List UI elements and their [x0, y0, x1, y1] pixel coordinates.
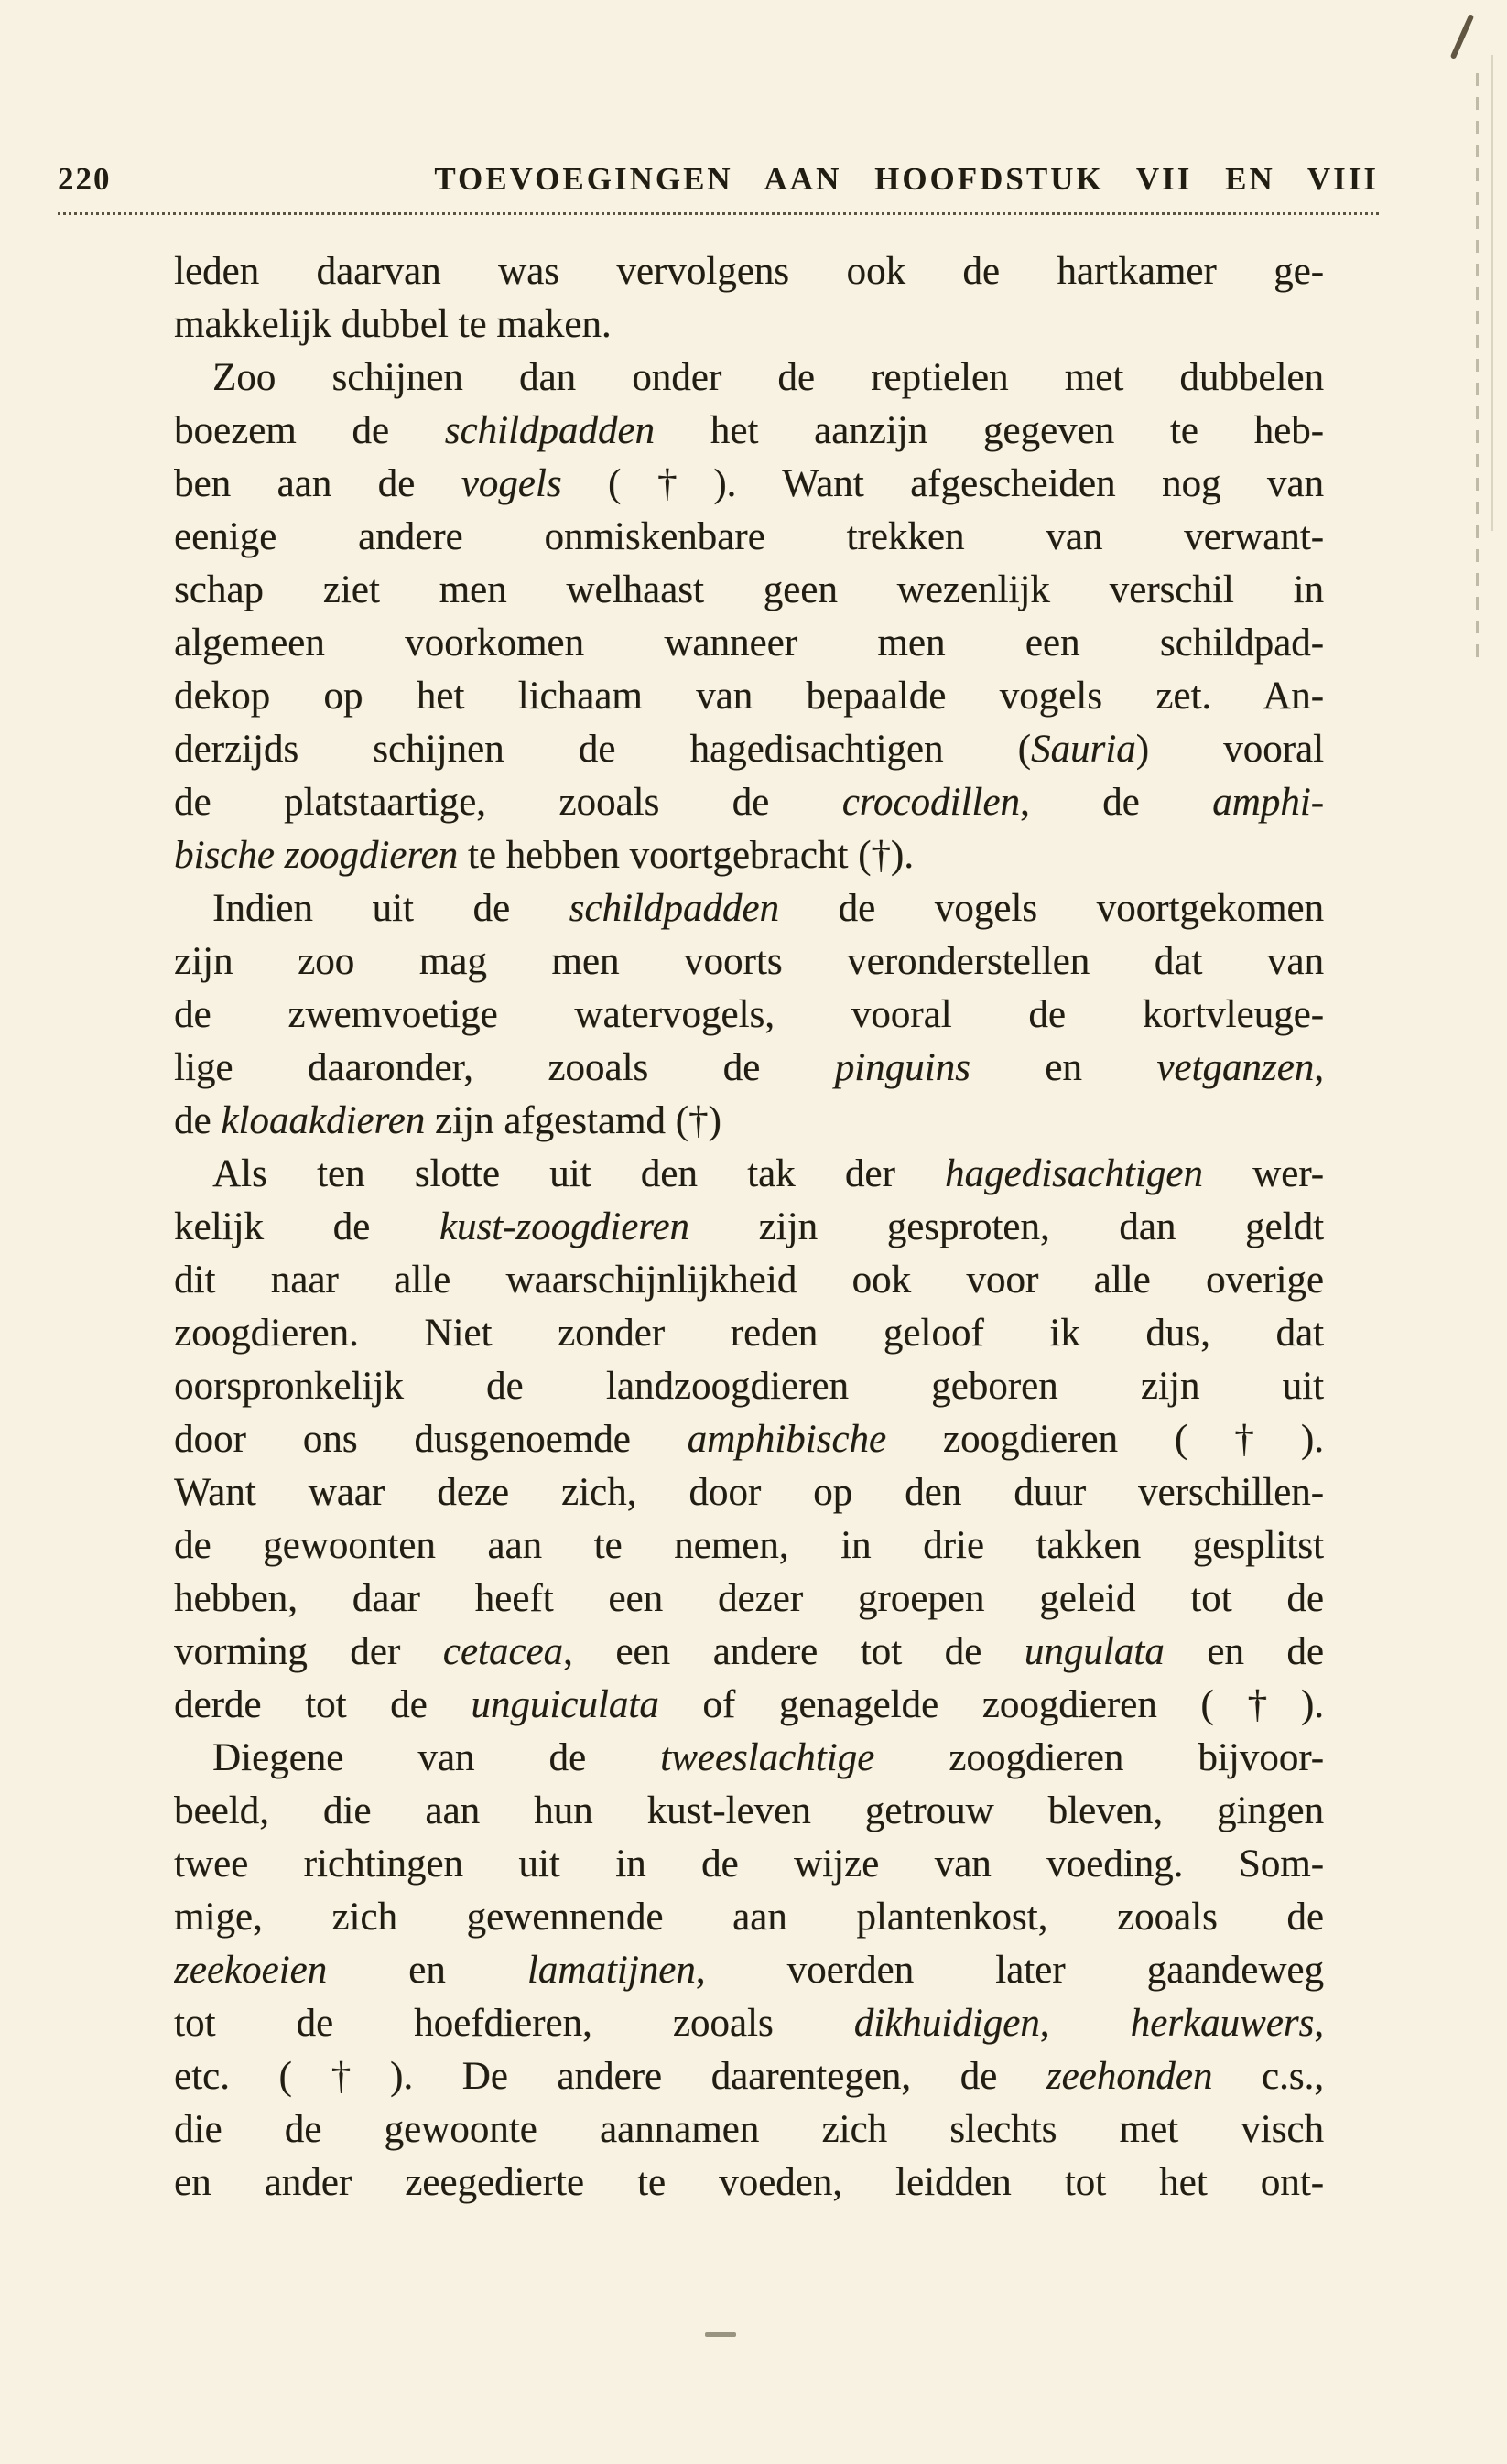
text-segment: oorspronkelijk de landzoogdieren geboren zijn uit [174, 1365, 1324, 1408]
text-line [174, 1519, 1324, 1572]
text-segment: amphibische [687, 1418, 887, 1461]
text-line [174, 1201, 1324, 1254]
text-segment: die de gewoonte aannamen zich slechts met visch [174, 2108, 1324, 2151]
text-line [174, 1148, 1324, 1201]
text-segment: pinguins [834, 1046, 970, 1089]
text-line [174, 2156, 1324, 2210]
text-segment: schildpadden [569, 887, 779, 930]
text-line [174, 1626, 1324, 1679]
text-segment: amphi- [1212, 781, 1324, 824]
text-line [174, 776, 1324, 829]
text-segment: Diegene van de [212, 1736, 661, 1779]
text-segment: vetganzen [1156, 1046, 1315, 1089]
text-segment: , de [1019, 781, 1213, 824]
scan-artifact-streak [1476, 73, 1479, 659]
text-line [174, 1042, 1324, 1095]
text-segment: , voerden later gaandeweg [695, 1949, 1324, 1992]
text-segment: schildpadden [444, 409, 656, 452]
text-segment: het aanzijn gegeven te heb- [655, 409, 1324, 452]
text-segment: schap ziet men welhaast geen wezenlijk verschil in [174, 568, 1324, 611]
text-segment: bische zoogdieren [174, 834, 459, 877]
text-line [174, 351, 1324, 405]
text-segment: de gewoonten aan te nemen, in drie takken gesplitst [174, 1524, 1324, 1567]
text-segment: crocodillen [841, 781, 1020, 824]
text-segment: en ander zeegedierte te voeden, leidden tot het ont- [174, 2161, 1324, 2204]
text-segment: dekop op het lichaam van bepaalde vogels zet. An- [174, 675, 1324, 718]
text-segment: vorming der [174, 1630, 443, 1673]
text-segment: de [174, 1099, 222, 1142]
text-segment: de zwemvoetige watervogels, vooral de kortvleuge- [174, 993, 1324, 1036]
text-line [174, 1891, 1324, 1944]
text-line [174, 2050, 1324, 2103]
text-segment: leden daarvan was vervolgens ook de hartkamer ge- [174, 250, 1324, 293]
text-line [174, 723, 1324, 776]
text-segment: of genagelde zoogdieren (†). [658, 1683, 1324, 1726]
text-segment: door ons dusgenoemde [174, 1418, 688, 1461]
text-segment: en [327, 1949, 527, 1992]
text-line [174, 617, 1324, 670]
text-segment: zijn gesproten, dan geldt [688, 1205, 1324, 1248]
text-line [174, 1360, 1324, 1413]
text-segment: Sauria [1030, 728, 1136, 771]
text-segment: zoogdieren (†). [886, 1418, 1324, 1461]
text-line [174, 1785, 1324, 1838]
text-segment: Want waar deze zich, door op den duur verschillen- [174, 1471, 1324, 1514]
text-segment: , [1314, 2002, 1324, 2045]
text-line [174, 670, 1324, 723]
text-segment: , [1314, 1046, 1324, 1089]
text-segment: etc. (†). De andere daarentegen, de [174, 2055, 1046, 2098]
page-number: 220 [58, 161, 112, 197]
text-segment: Indien uit de [212, 887, 569, 930]
text-segment: cetacea [442, 1630, 564, 1673]
text-segment: kelijk de [174, 1205, 439, 1248]
text-segment: zoogdieren. Niet zonder reden geloof ik dus, dat [174, 1312, 1324, 1355]
text-segment: wer- [1202, 1152, 1324, 1195]
text-segment: mige, zich gewennende aan plantenkost, zooals de [174, 1896, 1324, 1939]
text-segment: eenige andere onmiskenbare trekken van verwant- [174, 515, 1324, 558]
text-segment: te hebben voortgebracht (†). [458, 834, 914, 877]
running-title: TOEVOEGINGEN AAN HOOFDSTUK VII EN VIII [434, 161, 1379, 197]
text-segment: dit naar alle waarschijnlijkheid ook voor alle overige [174, 1259, 1324, 1302]
text-segment: unguiculata [471, 1683, 659, 1726]
text-segment: hagedisachtigen [945, 1152, 1203, 1195]
text-line [174, 989, 1324, 1042]
text-line [174, 1307, 1324, 1360]
text-line [174, 245, 1324, 298]
text-line [174, 405, 1324, 458]
text-line [174, 829, 1324, 882]
text-body [174, 245, 1324, 2210]
text-segment: zoogdieren bijvoor- [874, 1736, 1324, 1779]
text-line [174, 1732, 1324, 1785]
text-line [174, 935, 1324, 989]
text-segment: zijn zoo mag men voorts veronderstellen dat van [174, 940, 1324, 983]
text-line [174, 1944, 1324, 1997]
text-segment: vogels [461, 462, 562, 505]
text-line [174, 1679, 1324, 1732]
text-segment: herkauwers [1130, 2002, 1315, 2045]
text-segment: ungulata [1024, 1630, 1165, 1673]
text-segment: beeld, die aan hun kust-leven getrouw bleven, gingen [174, 1789, 1324, 1832]
text-segment: de platstaartige, zooals de [174, 781, 842, 824]
text-line [174, 2103, 1324, 2156]
scan-artifact-streak [1491, 55, 1493, 531]
scan-artifact-mark [1450, 14, 1475, 59]
text-segment: algemeen voorkomen wanneer men een schildpad- [174, 621, 1324, 665]
text-segment: zijn afgestamd (†) [425, 1099, 721, 1142]
text-line [174, 1254, 1324, 1307]
text-line [174, 298, 1324, 351]
text-line [174, 882, 1324, 935]
text-segment: lige daaronder, zooals de [174, 1046, 835, 1089]
text-line [174, 1095, 1324, 1148]
page-header [58, 161, 1379, 215]
text-line [174, 1997, 1324, 2050]
text-segment: kloaakdieren [221, 1099, 426, 1142]
text-segment: en de [1164, 1630, 1324, 1673]
text-segment: boezem de [174, 409, 445, 452]
text-segment: derde tot de [174, 1683, 472, 1726]
text-segment: c.s., [1212, 2055, 1324, 2098]
text-segment: , [1039, 2002, 1131, 2045]
text-segment: derzijds schijnen de hagedisachtigen ( [174, 728, 1031, 771]
text-segment: twee richtingen uit in de wijze van voeding. Som- [174, 1843, 1324, 1886]
scan-artifact-dash [705, 2332, 736, 2337]
text-line [174, 1413, 1324, 1466]
text-segment: lamatijnen [526, 1949, 696, 1992]
text-line [174, 1572, 1324, 1626]
text-segment: tweeslachtige [660, 1736, 875, 1779]
text-segment: tot de hoefdieren, zooals [174, 2002, 854, 2045]
text-line [174, 511, 1324, 564]
text-segment: zeehonden [1046, 2055, 1213, 2098]
text-segment: makkelijk dubbel te maken. [174, 303, 612, 346]
text-line [174, 564, 1324, 617]
text-segment: zeekoeien [174, 1949, 328, 1992]
text-segment: hebben, daar heeft een dezer groepen geleid tot de [174, 1577, 1324, 1620]
text-segment: Als ten slotte uit den tak der [212, 1152, 945, 1195]
text-line [174, 1466, 1324, 1519]
text-segment: de vogels voortgekomen [778, 887, 1324, 930]
text-segment: kust-zoogdieren [439, 1205, 689, 1248]
text-segment: en [970, 1046, 1157, 1089]
text-segment: Zoo schijnen dan onder de reptielen met dubbelen [212, 356, 1324, 399]
text-line [174, 458, 1324, 511]
text-segment: , een andere tot de [563, 1630, 1025, 1673]
text-segment: (†). Want afgescheiden nog van [561, 462, 1324, 505]
text-line [174, 1838, 1324, 1891]
text-segment: ben aan de [174, 462, 461, 505]
text-segment: ) vooral [1135, 728, 1324, 771]
text-segment: dikhuidigen [853, 2002, 1040, 2045]
